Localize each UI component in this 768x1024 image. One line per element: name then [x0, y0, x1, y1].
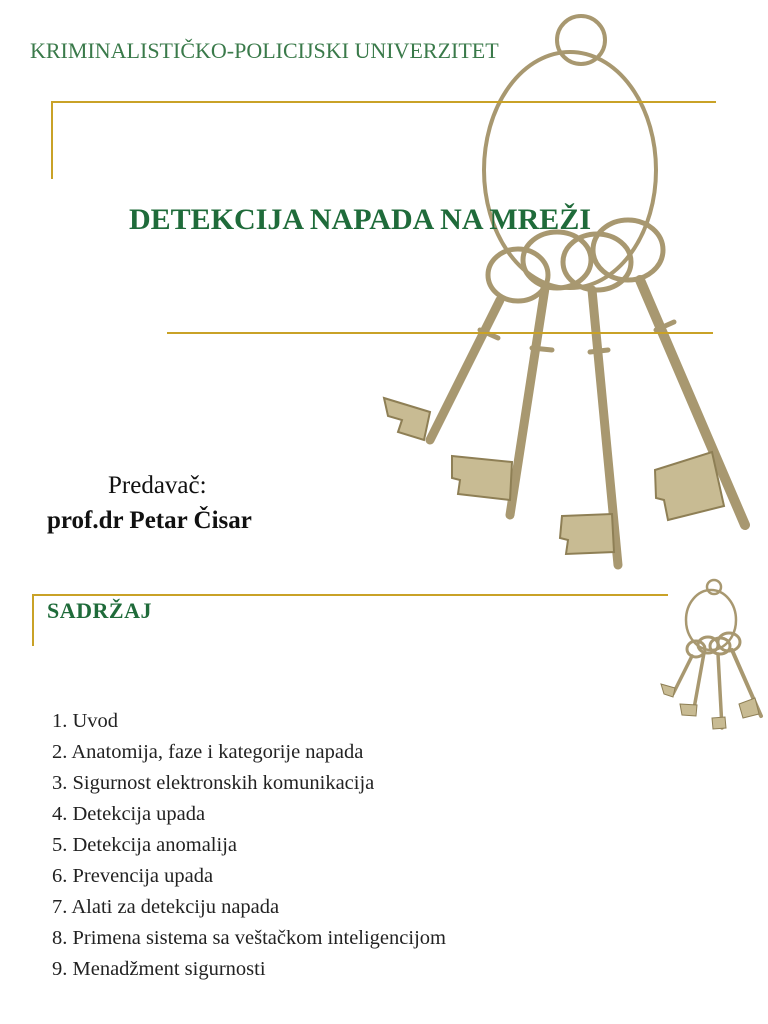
list-item: 9. Menadžment sigurnosti: [52, 958, 266, 980]
list-item: 4. Detekcija upada: [52, 803, 206, 825]
contents-top-rule: [32, 594, 668, 596]
presentation-title: DETEKCIJA NAPADA NA MREŽI: [129, 203, 591, 236]
top-rule: [51, 101, 716, 103]
contents-left-rule: [32, 594, 34, 646]
list-item: 1. Uvod: [52, 710, 119, 732]
lecturer-name: prof.dr Petar Čisar: [47, 507, 252, 534]
bottom-rule: [167, 332, 713, 334]
list-item: 6. Prevencija upada: [52, 865, 214, 887]
list-item: 3. Sigurnost elektronskih komunikacija: [52, 772, 375, 794]
list-item: 7. Alati za detekciju napada: [52, 896, 280, 918]
left-vertical-rule: [51, 101, 53, 179]
university-name: KRIMINALISTIČKO-POLICIJSKI UNIVERZITET: [30, 38, 499, 63]
contents-heading: SADRŽAJ: [47, 598, 152, 623]
contents-list: [52, 706, 446, 985]
list-item: 5. Detekcija anomalija: [52, 834, 237, 856]
list-item: 2. Anatomija, faze i kategorije napada: [52, 741, 364, 763]
keyring-small-image: [655, 576, 768, 736]
lecturer-label: Predavač:: [108, 472, 207, 499]
list-item: 8. Primena sistema sa veštačkom inteligencijom: [52, 927, 446, 949]
